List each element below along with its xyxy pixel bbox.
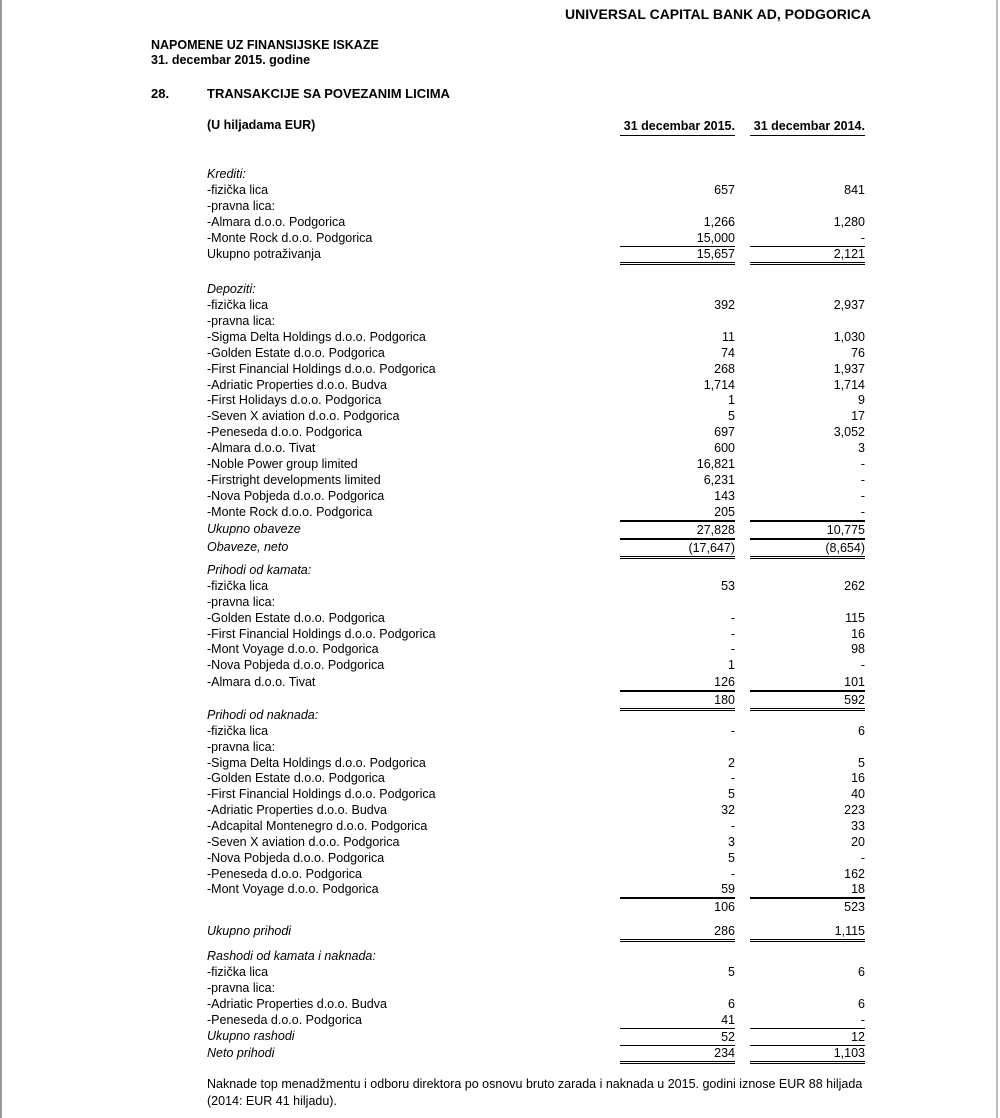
row-label: -Adriatic Properties d.o.o. Budva bbox=[207, 803, 387, 817]
section-number: 28. bbox=[151, 86, 170, 101]
value-2015: 6 bbox=[728, 997, 735, 1011]
value-2015: - bbox=[730, 724, 735, 738]
row-label: Ukupno prihodi bbox=[207, 924, 292, 938]
row-label: Neto prihodi bbox=[207, 1046, 275, 1060]
table-row bbox=[0, 440, 1000, 456]
table-row bbox=[0, 246, 1000, 262]
value-2015: 15,000 bbox=[620, 230, 735, 247]
table-row bbox=[0, 948, 1000, 964]
value-2015: 1,266 bbox=[703, 215, 735, 229]
row-label: -pravna lica: bbox=[207, 740, 276, 754]
table-row bbox=[0, 723, 1000, 739]
row-label: -Sigma Delta Holdings d.o.o. Podgorica bbox=[207, 756, 426, 770]
value-2015: - bbox=[730, 642, 735, 656]
value-2015: 53 bbox=[721, 579, 735, 593]
value-2014: 9 bbox=[858, 393, 865, 407]
currency-unit-label: (U hiljadama EUR) bbox=[207, 118, 316, 132]
row-label: -pravna lica: bbox=[207, 199, 276, 213]
value-2015: - bbox=[730, 867, 735, 881]
value-2014: 3,052 bbox=[833, 425, 865, 439]
row-label: -First Financial Holdings d.o.o. Podgorica bbox=[207, 787, 436, 801]
row-label: -Golden Estate d.o.o. Podgorica bbox=[207, 771, 385, 785]
table-row bbox=[0, 594, 1000, 610]
table-row bbox=[0, 755, 1000, 771]
value-2015: 16,821 bbox=[696, 457, 735, 471]
value-2014: 223 bbox=[844, 803, 865, 817]
value-2015: 5 bbox=[728, 409, 735, 423]
table-row bbox=[0, 923, 1000, 939]
table-row bbox=[0, 472, 1000, 488]
value-2014: 1,280 bbox=[833, 215, 865, 229]
table-row bbox=[0, 674, 1000, 690]
table-row bbox=[0, 1045, 1000, 1061]
value-2015: 234 bbox=[620, 1045, 735, 1064]
table-row bbox=[0, 578, 1000, 594]
row-label: -First Financial Holdings d.o.o. Podgorica bbox=[207, 362, 436, 376]
row-label: -Mont Voyage d.o.o. Podgorica bbox=[207, 882, 379, 896]
value-2014: 523 bbox=[750, 898, 865, 915]
row-label: -Seven X aviation d.o.o. Podgorica bbox=[207, 835, 400, 849]
value-2014: 18 bbox=[750, 881, 865, 898]
section-title: TRANSAKCIJE SA POVEZANIM LICIMA bbox=[207, 86, 450, 101]
table-row bbox=[0, 1012, 1000, 1028]
value-2015: 59 bbox=[620, 881, 735, 898]
row-label: -Monte Rock d.o.o. Podgorica bbox=[207, 231, 373, 245]
table-row bbox=[0, 329, 1000, 345]
row-label: -First Holidays d.o.o. Podgorica bbox=[207, 393, 382, 407]
row-label: Ukupno obaveze bbox=[207, 522, 301, 536]
row-label: -fizička lica bbox=[207, 579, 269, 593]
value-2014: 16 bbox=[851, 771, 865, 785]
value-2014: 1,115 bbox=[750, 923, 865, 942]
table-row bbox=[0, 408, 1000, 424]
value-2014: 6 bbox=[858, 965, 865, 979]
value-2014: 1,937 bbox=[833, 362, 865, 376]
row-label: -fizička lica bbox=[207, 724, 269, 738]
value-2014: 2,121 bbox=[750, 246, 865, 265]
value-2015: 600 bbox=[714, 441, 735, 455]
table-row bbox=[0, 297, 1000, 313]
table-row bbox=[0, 707, 1000, 723]
row-label: -Adriatic Properties d.o.o. Budva bbox=[207, 997, 387, 1011]
value-2015: 11 bbox=[722, 330, 735, 344]
value-2015: 1 bbox=[728, 658, 735, 672]
table-row bbox=[0, 850, 1000, 866]
table-row bbox=[0, 166, 1000, 182]
table-row bbox=[0, 980, 1000, 996]
value-2015: - bbox=[730, 611, 735, 625]
row-label: Rashodi od kamata i naknada: bbox=[207, 949, 376, 963]
value-2015: 6,231 bbox=[703, 473, 735, 487]
table-row bbox=[0, 996, 1000, 1012]
table-row bbox=[0, 377, 1000, 393]
value-2014: 17 bbox=[851, 409, 865, 423]
value-2014: 40 bbox=[851, 787, 865, 801]
value-2014: 5 bbox=[858, 756, 865, 770]
table-row bbox=[0, 281, 1000, 297]
table-row bbox=[0, 214, 1000, 230]
column-header-2015: 31 decembar 2015. bbox=[620, 118, 735, 136]
row-label: Prihodi od naknada: bbox=[207, 708, 319, 722]
table-row bbox=[0, 818, 1000, 834]
row-label: -Nova Pobjeda d.o.o. Podgorica bbox=[207, 851, 385, 865]
value-2015: 1,714 bbox=[703, 378, 735, 392]
row-label: Obaveze, neto bbox=[207, 540, 289, 554]
value-2014: 1,030 bbox=[833, 330, 865, 344]
value-2015: 180 bbox=[620, 691, 735, 711]
row-label: -pravna lica: bbox=[207, 981, 276, 995]
value-2015: 74 bbox=[721, 346, 735, 360]
row-label: -Seven X aviation d.o.o. Podgorica bbox=[207, 409, 400, 423]
value-2015: 27,828 bbox=[620, 521, 735, 539]
row-label: Ukupno rashodi bbox=[207, 1029, 295, 1043]
table-row bbox=[0, 392, 1000, 408]
row-label: Ukupno potraživanja bbox=[207, 247, 321, 261]
value-2014: (8,654) bbox=[750, 539, 865, 559]
table-row bbox=[0, 424, 1000, 440]
value-2015: 697 bbox=[714, 425, 735, 439]
table-row bbox=[0, 562, 1000, 578]
table-row bbox=[0, 198, 1000, 214]
value-2015: 143 bbox=[714, 489, 735, 503]
value-2014: 6 bbox=[858, 997, 865, 1011]
value-2015: - bbox=[730, 771, 735, 785]
value-2014: 6 bbox=[858, 724, 865, 738]
value-2015: 5 bbox=[728, 965, 735, 979]
document-title: NAPOMENE UZ FINANSIJSKE ISKAZE bbox=[151, 38, 379, 52]
row-label: -Peneseda d.o.o. Podgorica bbox=[207, 867, 362, 881]
table-row bbox=[0, 345, 1000, 361]
value-2015: 657 bbox=[714, 183, 735, 197]
value-2015: 2 bbox=[728, 756, 735, 770]
document-date: 31. decembar 2015. godine bbox=[151, 53, 311, 67]
value-2015: 268 bbox=[714, 362, 735, 376]
value-2014: 3 bbox=[858, 441, 865, 455]
value-2014: 592 bbox=[750, 691, 865, 711]
value-2014: - bbox=[860, 457, 865, 471]
table-row bbox=[0, 691, 1000, 707]
value-2014: 76 bbox=[851, 346, 865, 360]
row-label: Krediti: bbox=[207, 167, 246, 181]
row-label: -fizička lica bbox=[207, 965, 269, 979]
table-row bbox=[0, 739, 1000, 755]
value-2014: 162 bbox=[844, 867, 865, 881]
table-row bbox=[0, 641, 1000, 657]
footnote: Naknade top menadžmentu i odboru direktora po osnovu bruto zarada i naknada u 2015. godini iznose EUR 88 hiljada (2014: EUR 41 hiljadu). bbox=[207, 1077, 863, 1108]
row-label: -Adcapital Montenegro d.o.o. Podgorica bbox=[207, 819, 428, 833]
row-label: -Mont Voyage d.o.o. Podgorica bbox=[207, 642, 379, 656]
table-row bbox=[0, 1028, 1000, 1044]
table-row bbox=[0, 770, 1000, 786]
value-2015: 15,657 bbox=[620, 246, 735, 265]
value-2014: 10,775 bbox=[750, 521, 865, 539]
value-2014: - bbox=[860, 489, 865, 503]
table-row bbox=[0, 488, 1000, 504]
value-2014: 1,103 bbox=[750, 1045, 865, 1064]
value-2015: 32 bbox=[721, 803, 735, 817]
table-row bbox=[0, 881, 1000, 897]
table-row bbox=[0, 361, 1000, 377]
value-2015: 5 bbox=[728, 787, 735, 801]
value-2014: 20 bbox=[851, 835, 865, 849]
value-2014: 2,937 bbox=[833, 298, 865, 312]
value-2014: - bbox=[860, 658, 865, 672]
row-label: -fizička lica bbox=[207, 183, 269, 197]
row-label: -Adriatic Properties d.o.o. Budva bbox=[207, 378, 387, 392]
value-2014: 16 bbox=[851, 627, 865, 641]
value-2014: - bbox=[750, 230, 865, 247]
row-label: -Sigma Delta Holdings d.o.o. Podgorica bbox=[207, 330, 426, 344]
value-2015: - bbox=[730, 819, 735, 833]
value-2014: 262 bbox=[844, 579, 865, 593]
value-2014: 101 bbox=[750, 674, 865, 691]
value-2014: 12 bbox=[750, 1028, 865, 1046]
table-row bbox=[0, 230, 1000, 246]
row-label: -Firstright developments limited bbox=[207, 473, 381, 487]
table-row bbox=[0, 539, 1000, 555]
table-row bbox=[0, 504, 1000, 520]
value-2015: 5 bbox=[728, 851, 735, 865]
row-label: -Almara d.o.o. Podgorica bbox=[207, 215, 346, 229]
column-header-2014: 31 decembar 2014. bbox=[750, 118, 865, 136]
row-label: -Nova Pobjeda d.o.o. Podgorica bbox=[207, 489, 385, 503]
table-row bbox=[0, 657, 1000, 673]
table-row bbox=[0, 521, 1000, 537]
row-label: -Peneseda d.o.o. Podgorica bbox=[207, 425, 362, 439]
value-2014: 1,714 bbox=[833, 378, 865, 392]
row-label: -Golden Estate d.o.o. Podgorica bbox=[207, 346, 385, 360]
value-2015: 106 bbox=[620, 898, 735, 915]
value-2014: 841 bbox=[844, 183, 865, 197]
row-label: -Nova Pobjeda d.o.o. Podgorica bbox=[207, 658, 385, 672]
row-label: Depoziti: bbox=[207, 282, 256, 296]
table-row bbox=[0, 182, 1000, 198]
row-label: -First Financial Holdings d.o.o. Podgorica bbox=[207, 627, 436, 641]
value-2015: 286 bbox=[620, 923, 735, 942]
value-2014: - bbox=[750, 504, 865, 521]
row-label: -Almara d.o.o. Tivat bbox=[207, 675, 316, 689]
value-2015: 205 bbox=[620, 504, 735, 521]
table-row bbox=[0, 626, 1000, 642]
row-label: -pravna lica: bbox=[207, 595, 276, 609]
value-2015: 3 bbox=[728, 835, 735, 849]
row-label: -Almara d.o.o. Tivat bbox=[207, 441, 316, 455]
value-2015: 392 bbox=[714, 298, 735, 312]
row-label: Prihodi od kamata: bbox=[207, 563, 312, 577]
table-row bbox=[0, 802, 1000, 818]
value-2015: - bbox=[730, 627, 735, 641]
table-row bbox=[0, 456, 1000, 472]
table-row bbox=[0, 898, 1000, 914]
value-2014: 98 bbox=[851, 642, 865, 656]
table-row bbox=[0, 964, 1000, 980]
row-label: -Noble Power group limited bbox=[207, 457, 358, 471]
row-label: -Peneseda d.o.o. Podgorica bbox=[207, 1013, 362, 1027]
row-label: -fizička lica bbox=[207, 298, 269, 312]
value-2014: - bbox=[860, 473, 865, 487]
value-2015: 126 bbox=[620, 674, 735, 691]
table-row bbox=[0, 834, 1000, 850]
value-2015: 41 bbox=[620, 1012, 735, 1029]
table-row bbox=[0, 313, 1000, 329]
table-row bbox=[0, 610, 1000, 626]
value-2015: (17,647) bbox=[620, 539, 735, 559]
value-2015: 1 bbox=[728, 393, 735, 407]
value-2014: 115 bbox=[845, 611, 865, 625]
row-label: -pravna lica: bbox=[207, 314, 276, 328]
row-label: -Golden Estate d.o.o. Podgorica bbox=[207, 611, 385, 625]
value-2014: - bbox=[860, 851, 865, 865]
value-2014: - bbox=[750, 1012, 865, 1029]
value-2014: 33 bbox=[851, 819, 865, 833]
row-label: -Monte Rock d.o.o. Podgorica bbox=[207, 505, 373, 519]
table-row bbox=[0, 866, 1000, 882]
table-row bbox=[0, 786, 1000, 802]
bank-name: UNIVERSAL CAPITAL BANK AD, PODGORICA bbox=[565, 6, 871, 22]
value-2015: 52 bbox=[620, 1028, 735, 1046]
